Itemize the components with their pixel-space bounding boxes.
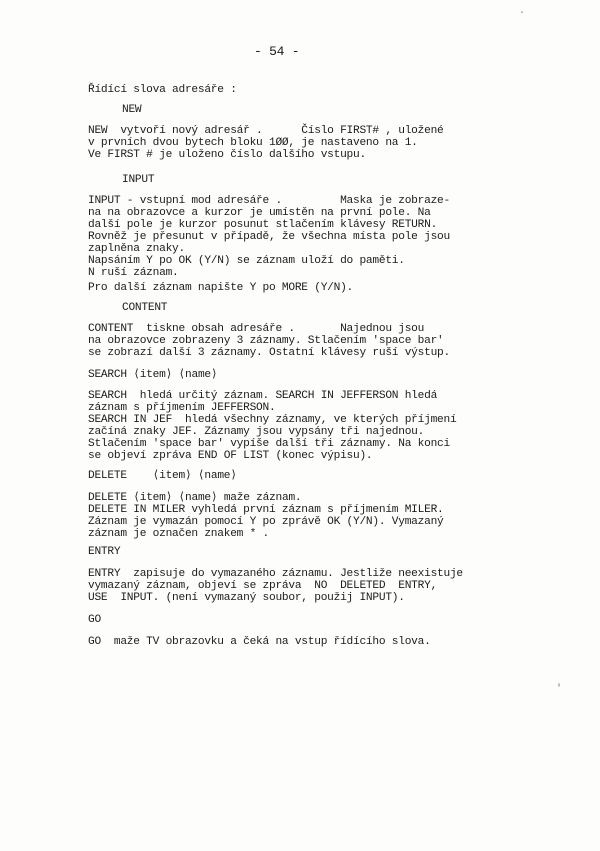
text-line: vymazaný záznam, objeví se zpráva NO DELETED ENTRY, <box>88 580 438 592</box>
text-line: v prvních dvou bytech bloku 1ØØ, je nastaveno na 1. <box>88 137 418 149</box>
page-number: - 54 - <box>254 44 300 59</box>
text-line: SEARCH hledá určitý záznam. SEARCH IN JEFFERSON hledá <box>88 390 438 402</box>
scan-speck: ' <box>556 684 563 695</box>
text-line: Pro další záznam napište Y po MORE (Y/N). <box>88 282 354 294</box>
text-line: CONTENT tiskne obsah adresáře . Najednou jsou <box>88 323 425 335</box>
section-title-entry: ENTRY <box>88 546 121 558</box>
text-line: INPUT - vstupní mod adresáře . Maska je zobraze- <box>88 195 450 207</box>
section-title-new: NEW <box>122 104 142 116</box>
text-line: GO maže TV obrazovku a čeká na vstup řídícího slova. <box>88 636 431 648</box>
text-line: N ruší záznam. <box>88 267 179 279</box>
heading: Řídící slova adresáře : <box>88 84 237 96</box>
section-title-delete: DELETE ⟨item⟩ ⟨name⟩ <box>88 470 237 482</box>
text-line: na na obrazovce a kurzor je umístěn na první pole. Na <box>88 207 431 219</box>
text-line: Ve FIRST # je uloženo číslo dalšího vstupu. <box>88 149 366 161</box>
text-line: NEW vytvoří nový adresář . Číslo FIRST# , uložené <box>88 125 444 137</box>
text-line: Rovněž je přesunut v případě, že všechna místa pole jsou <box>88 231 450 243</box>
text-line: zaplněna znaky. <box>88 243 185 255</box>
text-line: USE INPUT. (není vymazaný soubor, použij INPUT). <box>88 592 405 604</box>
text-line: se zobrazí další 3 záznamy. Ostatní klávesy ruší výstup. <box>88 347 450 359</box>
text-line: DELETE IN MILER vyhledá první záznam s příjmením MILER. <box>88 504 444 516</box>
text-line: začíná znaky JEF. Záznamy jsou vypsány tři najednou. <box>88 426 425 438</box>
text-line: ENTRY zapisuje do vymazaného záznamu. Jestliže neexistuje <box>88 568 463 580</box>
section-title-content: CONTENT <box>122 302 168 314</box>
text-line: záznam je označen znakem * . <box>88 528 269 540</box>
text-line: na obrazovce zobrazeny 3 záznamy. Stlačením 'space bar' <box>88 335 444 347</box>
text-line: další pole je kurzor posunut stlačením klávesy RETURN. <box>88 219 438 231</box>
text-line: Stlačením 'space bar' vypíše další tři záznamy. Na konci <box>88 438 450 450</box>
text-line: SEARCH IN JEF hledá všechny záznamy, ve kterých příjmení <box>88 414 457 426</box>
scan-speck: . <box>519 6 526 17</box>
text-line: Záznam je vymazán pomocí Y po zprávě OK (Y/N). Vymazaný <box>88 516 444 528</box>
section-title-go: GO <box>88 614 101 626</box>
text-line: DELETE ⟨item⟩ ⟨name⟩ maže záznam. <box>88 492 302 504</box>
text-line: Napsáním Y po OK (Y/N) se záznam uloží do paměti. <box>88 255 405 267</box>
section-title-input: INPUT <box>122 174 155 186</box>
section-title-search: SEARCH ⟨item⟩ ⟨name⟩ <box>88 369 218 381</box>
text-line: se objeví zpráva END OF LIST (konec výpisu). <box>88 450 373 462</box>
text-line: záznam s příjmením JEFFERSON. <box>88 402 276 414</box>
